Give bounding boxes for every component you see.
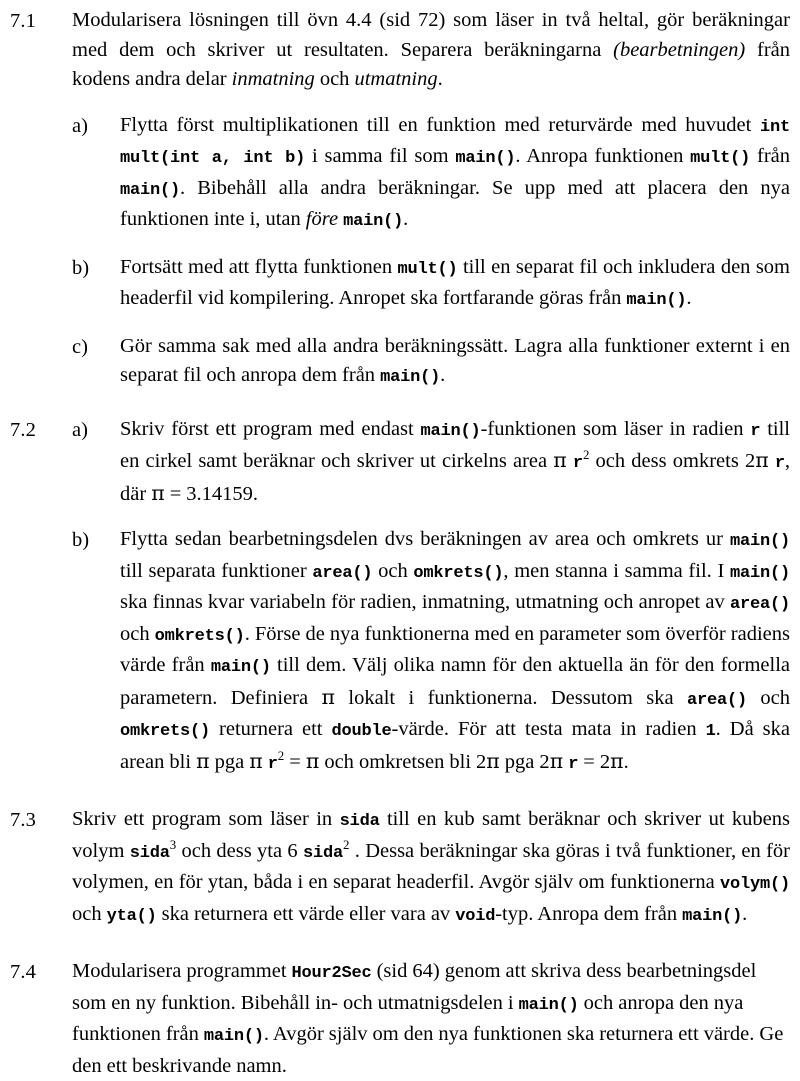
exponent: 2: [342, 836, 350, 852]
pi-symbol: π: [305, 748, 320, 773]
code-literal: main(): [380, 368, 441, 387]
exercise-7-4: [10, 957, 790, 1081]
subitem-paragraph: Gör samma sak med alla andra beräkningssätt. Lagra alla funktioner externt i en separat fil och anropa dem från main().: [120, 334, 790, 387]
code-literal: area(): [729, 595, 790, 614]
emphasis-text: (bearbetningen): [613, 38, 746, 61]
code-literal: omkrets(): [413, 563, 504, 583]
code-literal: main(): [203, 1027, 264, 1046]
code-literal: int mult(int a, int b): [120, 117, 790, 168]
exercise-intro-paragraph: Modularisera lösningen till övn 4.4 (sid 72) som läser in två heltal, gör beräkningar med dem och skriver ut resultaten. Separera beräkningarna (bearbetningen) från kodens andra delar inmatning och utmatning.: [72, 9, 790, 90]
code-literal: main(): [343, 212, 404, 231]
exercise-body: [72, 415, 790, 780]
emphasis-text: inmatning: [231, 68, 315, 90]
code-literal: main(): [729, 532, 790, 551]
code-literal: double: [331, 722, 392, 741]
exercise-number: 7.1: [10, 10, 36, 32]
code-literal: sida: [339, 812, 380, 831]
subitem-text: [120, 253, 790, 316]
pi-symbol: π: [486, 748, 500, 773]
subitem-7-2-a: [72, 415, 790, 510]
subitem-letter: b): [72, 256, 90, 279]
code-literal: sida: [302, 843, 343, 863]
subitem-letter: a): [72, 114, 88, 137]
code-literal: main(): [682, 906, 743, 926]
subitem-paragraph: Fortsätt med att flytta funktionen mult() till en separat fil och inkludera den som headerfil vid kompilering. Anropet ska fortfarande göras från main().: [120, 255, 790, 310]
exercise-number: 7.4: [10, 961, 36, 983]
code-literal: mult(): [690, 149, 751, 168]
emphasis-text: utmatning: [354, 68, 438, 90]
code-literal: main(): [210, 658, 271, 677]
exponent: 2: [582, 447, 590, 463]
code-literal: main(): [455, 149, 516, 168]
code-literal: 1: [705, 722, 716, 741]
subitem-text: [120, 415, 790, 510]
subitem-paragraph: Flytta sedan bearbetningsdelen dvs beräkningen av area och omkrets ur main() till separata funktioner area() och omkrets(), men stanna i samma fil. I main() ska finnas kvar variabeln för radien, inmatning, utmatning och anropet av area() och omkrets(). Förse de nya funktionerna med en parameter som överför radiens värde från main() till dem. Välj olika namn för den aktuella än för den formella parametern. Definiera π lokalt i funktionerna. Dessutom ska area() och omkrets() returnera ett double-värde. För att testa mata in radien 1. Då ska arean bli π pga π $r^2 = \pi$ och omkretsen bli 2π pga 2π r = 2π.: [120, 528, 791, 774]
exponent: 3: [169, 836, 177, 852]
exercise-body: [72, 6, 790, 393]
code-literal: main(): [120, 180, 181, 200]
exercise-intro-paragraph: Skriv ett program som läser in sida till en kub samt beräknar och skriver ut kubens volym sida$^3$ och dess yta 6 sida$^2$ . Dessa beräkningar ska göras i två funktioner, en för volymen, en för ytan, båda i en separat headerfil. Avgör själv om funktionerna volym() och yta() ska returnera ett värde eller vara av void-typ. Anropa dem från main().: [72, 808, 790, 926]
power-expression: [129, 836, 177, 863]
subitem-paragraph: Skriv först ett program med endast main()-funktionen som läser in radien r till en cirkel samt beräknar och skriver ut cirkelns area π $r^2$ och dess omkrets 2π r, där π = 3.14159.: [120, 417, 790, 505]
subitem-paragraph: Flytta först multiplikationen till en funktion med returvärde med huvudet int mult(int a, int b) i samma fil som main(). Anropa funktionen mult() från main(). Bibehåll alla andra beräkningar. Se upp med att placera den nya funktionen inte i, utan före main().: [120, 113, 791, 231]
code-literal: area(): [312, 563, 373, 583]
code-literal: omkrets(): [120, 722, 211, 741]
subitem-text: [120, 332, 790, 393]
code-literal: main(): [518, 995, 579, 1015]
subitem-7-1-c: [72, 332, 790, 393]
code-literal: r: [774, 454, 785, 473]
code-literal: main(): [420, 421, 481, 441]
pi-symbol: π: [553, 448, 567, 472]
subitem-text: [120, 525, 790, 779]
code-literal: omkrets(): [154, 626, 245, 646]
code-literal: r: [572, 454, 583, 473]
pi-symbol: π: [755, 448, 769, 472]
subitem-letter: a): [72, 418, 88, 441]
code-literal: r: [750, 421, 761, 441]
exercise-body: [72, 957, 790, 1081]
subitem-letter: c): [72, 335, 88, 358]
subitem-7-2-b: [72, 525, 790, 779]
power-expression: [267, 747, 285, 774]
exercise-7-1: [10, 6, 790, 393]
code-literal: void: [455, 906, 496, 926]
exercise-intro-paragraph: Modularisera programmet Hour2Sec (sid 64) genom att skriva dess bearbetningsdel som en ny funktion. Bibehåll in- och utmatnigsdelen i main() och anropa den nya funktionen från main(). Avgör själv om den nya funktionen ska returnera ett värde. Ge den ett beskrivande namn.: [72, 960, 784, 1077]
exercise-7-2: [10, 415, 790, 780]
code-literal: volym(): [719, 875, 790, 894]
pi-symbol: π: [196, 748, 210, 773]
code-literal: yta(): [106, 906, 157, 926]
subitem-7-1-a: [72, 111, 790, 237]
code-literal: Hour2Sec: [291, 964, 372, 983]
exercise-7-3: [10, 805, 790, 931]
pi-symbol: π: [610, 748, 624, 773]
pi-symbol: π: [549, 748, 564, 773]
pi-symbol: π: [321, 684, 335, 709]
emphasis-text: före: [305, 208, 339, 230]
code-literal: r: [267, 754, 278, 774]
exercise-body: [72, 805, 790, 931]
pi-symbol: π: [249, 748, 263, 773]
subitem-7-1-b: [72, 253, 790, 316]
pi-symbol: π: [151, 480, 165, 505]
code-literal: sida: [129, 843, 170, 863]
subitem-text: [120, 111, 790, 237]
exercise-number: 7.3: [10, 809, 36, 831]
exponent: 2: [277, 747, 285, 763]
power-expression: [572, 447, 590, 473]
code-literal: mult(): [397, 259, 458, 279]
code-literal: area(): [686, 690, 747, 710]
code-literal: main(): [626, 291, 687, 310]
power-expression: [302, 836, 350, 863]
code-literal: r: [568, 754, 579, 774]
exercise-number: 7.2: [10, 418, 36, 441]
subitem-letter: b): [72, 529, 90, 551]
code-literal: main(): [729, 563, 790, 583]
